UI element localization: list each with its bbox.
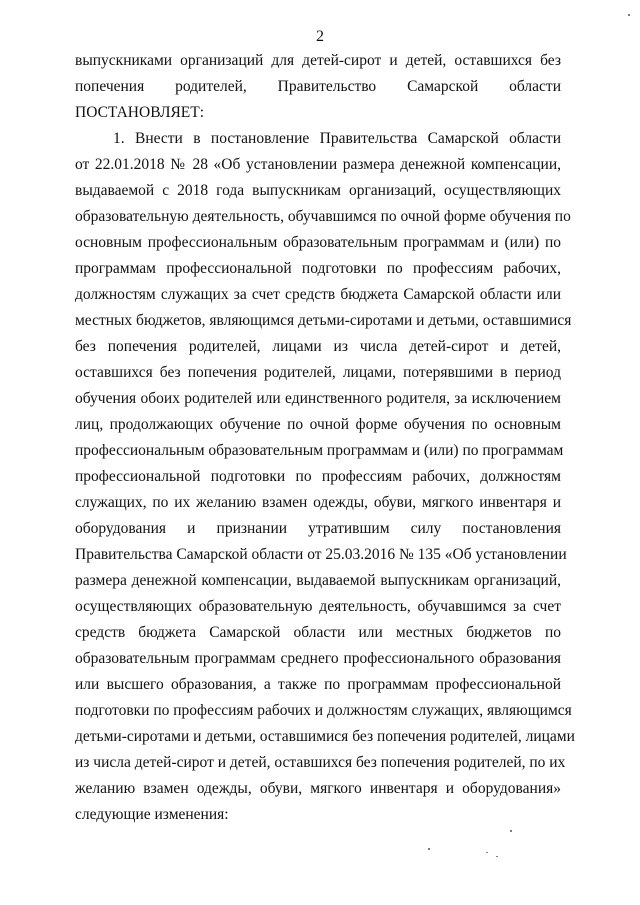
paragraph-item-1: [75, 126, 575, 828]
scan-speck: [486, 852, 488, 853]
text-line: лиц, продолжающих обучение по очной форме обучения по основным: [75, 416, 561, 433]
text-line: от 22.01.2018 № 28 «Об установлении размера денежной компенсации,: [75, 156, 561, 173]
scan-speck: [428, 848, 430, 850]
text-line: средств бюджета Самарской области или местных бюджетов по: [75, 624, 561, 641]
text-line: должностям служащих за счет средств бюджета Самарской области или: [75, 286, 561, 303]
paragraph-preamble: [75, 48, 561, 126]
text-line: образовательным программам среднего профессионального образования: [75, 650, 561, 667]
text-line: осуществляющих образовательную деятельность, обучавшимся за счет: [75, 598, 561, 615]
text-line: местных бюджетов, являющимся детьми-сиротами и детьми, оставшимися: [75, 312, 572, 329]
text-line: профессиональной подготовки по профессиям рабочих, должностям: [75, 468, 561, 485]
text-line: желанию взамен одежды, обуви, мягкого инвентаря и оборудования»: [75, 780, 561, 797]
document-body: [75, 48, 575, 828]
text-line: оставшихся без попечения родителей, лицами, потерявшими в период: [75, 364, 561, 381]
text-line: 1. Внести в постановление Правительства Самарской области: [113, 130, 561, 147]
text-line: ПОСТАНОВЛЯЕТ:: [75, 104, 205, 121]
text-line: обучения обоих родителей или единственного родителя, за исключением: [75, 390, 561, 407]
page-number: 2: [316, 28, 324, 45]
text-line: подготовки по профессиям рабочих и должностям служащих, являющимся: [75, 702, 572, 719]
scan-speck: [628, 14, 630, 16]
text-line: следующие изменения:: [75, 806, 229, 823]
text-line: размера денежной компенсации, выдаваемой выпускникам организаций,: [75, 572, 561, 589]
text-line: выдаваемой с 2018 года выпускникам организаций, осуществляющих: [75, 182, 561, 199]
text-line: без попечения родителей, лицами из числа детей-сирот и детей,: [75, 338, 561, 355]
scan-speck: [510, 830, 512, 832]
text-line: служащих, по их желанию взамен одежды, обуви, мягкого инвентаря и: [75, 494, 561, 511]
text-line: Правительства Самарской области от 25.03.2016 № 135 «Об установлении: [75, 546, 567, 563]
text-line: выпускниками организаций для детей-сирот и детей, оставшихся без: [75, 52, 561, 69]
text-line: попечения родителей, Правительство Самарской области: [75, 78, 561, 95]
text-line: профессиональным образовательным программам и (или) по программам: [75, 442, 564, 459]
text-line: или высшего образования, а также по программам профессиональной: [75, 676, 561, 693]
text-line: из числа детей-сирот и детей, оставшихся без попечения родителей, по их: [75, 754, 566, 771]
text-line: основным профессиональным образовательным программам и (или) по: [75, 234, 561, 251]
text-line: оборудования и признании утратившим силу постановления: [75, 520, 561, 537]
text-line: детьми-сиротами и детьми, оставшимися без попечения родителей, лицами: [75, 728, 575, 745]
text-line: образовательную деятельность, обучавшимся по очной форме обучения по: [75, 208, 571, 225]
scan-speck: [496, 856, 498, 857]
text-line: программам профессиональной подготовки по профессиям рабочих,: [75, 260, 561, 277]
